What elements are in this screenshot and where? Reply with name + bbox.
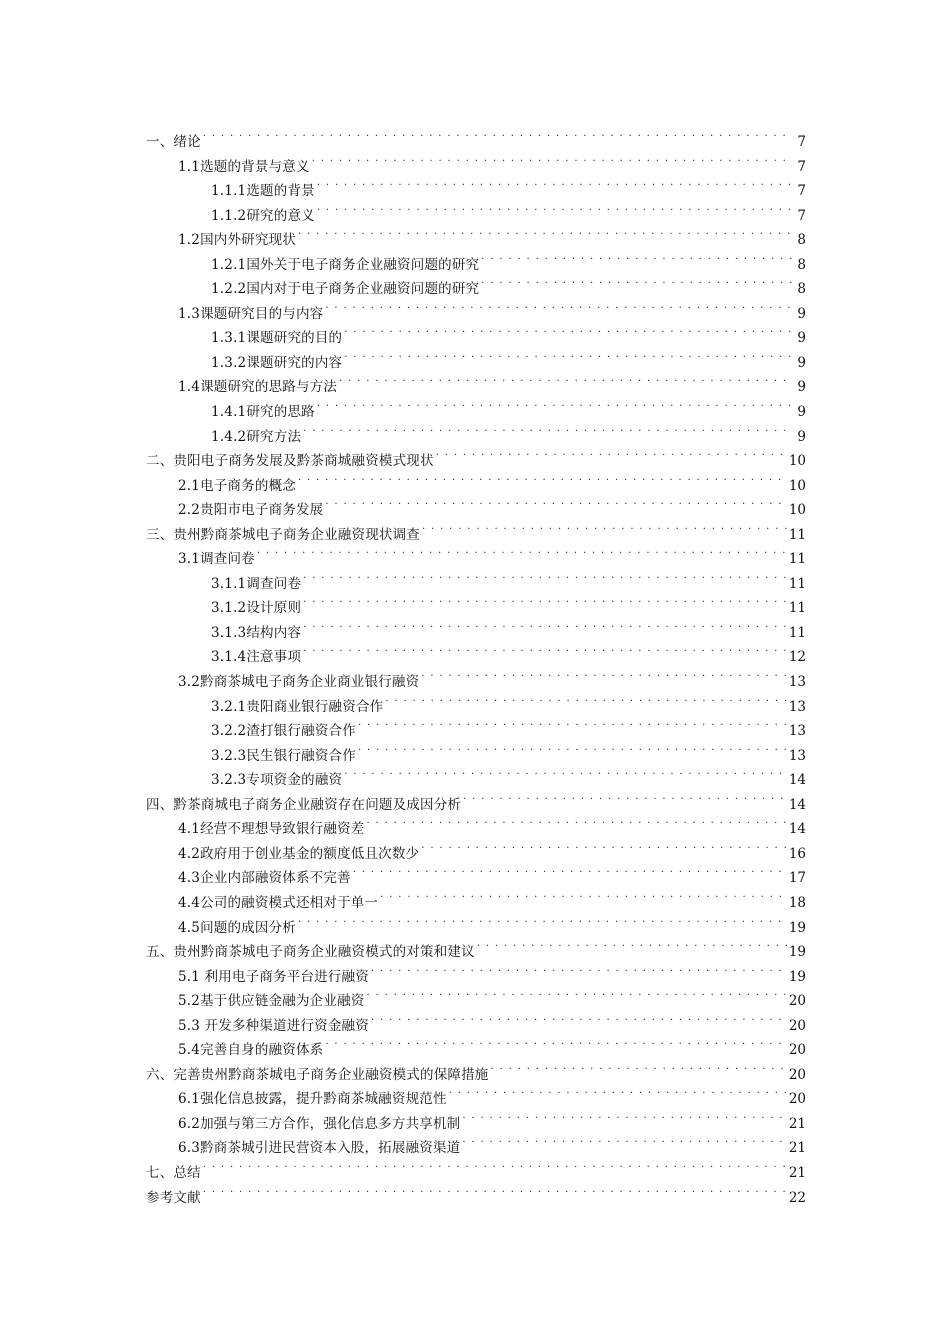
toc-entry-page-number: 11 [788,551,806,568]
toc-entry-title: 1.1.2研究的意义 [211,207,315,224]
toc-dot-leader [421,834,787,858]
toc-entry[interactable] [146,147,806,175]
toc-dot-leader [421,662,787,686]
toc-entry-page-number: 8 [797,281,806,298]
toc-dot-leader [339,367,792,391]
toc-entry-page-number: 20 [788,993,806,1010]
toc-entry-page-number: 8 [797,256,806,273]
toc-dot-leader [491,1055,787,1079]
toc-dot-leader [358,736,787,760]
toc-entry-page-number: 12 [788,649,806,666]
toc-dot-leader [298,908,787,932]
toc-entry-page-number: 16 [788,845,806,862]
toc-dot-leader [353,858,787,882]
toc-dot-leader [303,417,792,441]
toc-dot-leader [463,785,787,809]
toc-entry-title: 6.1强化信息披露，提升黔商茶城融资规范性 [178,1091,447,1108]
toc-entry-page-number: 9 [797,330,806,347]
toc-entry-title: 5.3 开发多种渠道进行资金融资 [178,1017,369,1034]
toc-entry-title: 4.2政府用于创业基金的额度低且次数少 [178,845,420,862]
toc-entry-title: 1.3课题研究目的与内容 [178,305,324,322]
toc-entry-title: 6.3黔商茶城引进民营资本入股，拓展融资渠道 [178,1140,461,1157]
toc-dot-leader [317,171,792,195]
toc-entry-page-number: 11 [788,526,806,543]
toc-entry-title: 3.1.2设计原则 [211,600,302,617]
toc-entry-title: 1.1.1选题的背景 [211,183,315,200]
toc-entry-page-number: 13 [788,674,806,691]
toc-entry-title: 3.2.1贵阳商业银行融资合作 [211,698,384,715]
toc-entry-page-number: 20 [788,1066,806,1083]
toc-entry[interactable] [146,1153,806,1181]
toc-entry-page-number: 9 [797,428,806,445]
toc-dot-leader [449,1079,787,1103]
toc-dot-leader [344,343,792,367]
toc-entry-page-number: 8 [797,232,806,249]
toc-entry-title: 2.1电子商务的概念 [178,477,296,494]
toc-dot-leader [436,441,787,465]
toc-entry-page-number: 14 [788,796,806,813]
toc-entry-page-number: 21 [788,1115,806,1132]
table-of-contents [146,122,806,1206]
toc-entry-title: 四、黔茶商城电子商务企业融资存在问题及成因分析 [146,796,462,813]
toc-dot-leader [325,490,786,514]
toc-entry-page-number: 13 [788,723,806,740]
toc-entry-page-number: 7 [797,158,806,175]
toc-entry-page-number: 9 [797,305,806,322]
toc-entry-page-number: 11 [788,600,806,617]
toc-dot-leader [422,515,787,539]
toc-dot-leader [358,711,787,735]
toc-entry-title: 六、完善贵州黔商茶城电子商务企业融资模式的保障措施 [146,1066,489,1083]
toc-entry-page-number: 11 [788,575,806,592]
toc-dot-leader [462,1104,786,1128]
toc-entry-page-number: 9 [797,379,806,396]
toc-entry-title: 1.4课题研究的思路与方法 [178,379,338,396]
toc-entry-page-number: 9 [797,354,806,371]
toc-entry-title: 3.1.1调查问卷 [211,575,302,592]
toc-entry-title: 6.2加强与第三方合作，强化信息多方共享机制 [178,1115,461,1132]
toc-dot-leader [303,564,787,588]
toc-entry[interactable] [146,122,806,150]
toc-entry-page-number: 9 [797,404,806,421]
toc-entry-title: 七、总结 [146,1164,201,1181]
toc-entry-title: 1.2国内外研究现状 [178,232,296,249]
toc-entry-page-number: 7 [797,207,806,224]
toc-entry-title: 3.1.3结构内容 [211,624,302,641]
toc-entry-page-number: 21 [788,1140,806,1157]
toc-dot-leader [325,1030,786,1054]
toc-dot-leader [298,220,792,244]
toc-entry-title: 3.2.3专项资金的融资 [211,772,343,789]
toc-entry-title: 3.2黔商茶城电子商务企业商业银行融资 [178,674,420,691]
toc-entry-title: 5.1 利用电子商务平台进行融资 [178,968,369,985]
toc-entry-page-number: 13 [788,747,806,764]
toc-entry-page-number: 19 [788,968,806,985]
toc-dot-leader [481,269,792,293]
toc-entry-title: 五、贵州黔商茶城电子商务企业融资模式的对策和建议 [146,944,475,961]
toc-dot-leader [366,981,786,1005]
toc-dot-leader [203,122,792,146]
toc-entry-page-number: 10 [788,477,806,494]
toc-entry-title: 1.3.2课题研究的内容 [211,354,343,371]
toc-entry-title: 3.2.2渣打银行融资合作 [211,723,356,740]
toc-entry-title: 一、绪论 [146,134,201,150]
toc-dot-leader [325,294,792,318]
toc-dot-leader [481,245,792,269]
toc-dot-leader [317,392,792,416]
toc-dot-leader [344,318,792,342]
toc-entry-title: 1.2.1国外关于电子商务企业融资问题的研究 [211,256,480,273]
toc-entry-title: 3.1.4注意事项 [211,649,302,666]
toc-entry-title: 2.2贵阳市电子商务发展 [178,502,324,519]
toc-entry-title: 3.2.3民生银行融资合作 [211,747,356,764]
toc-dot-leader [317,196,792,220]
toc-dot-leader [462,1128,786,1152]
toc-entry-title: 5.2基于供应链金融为企业融资 [178,993,365,1010]
toc-dot-leader [303,637,787,661]
toc-entry-page-number: 14 [788,821,806,838]
toc-entry-title: 1.2.2国内对于电子商务企业融资问题的研究 [211,281,480,298]
toc-entry-page-number: 13 [788,698,806,715]
toc-entry-title: 4.4公司的融资模式还相对于单一 [178,894,379,911]
toc-dot-leader [203,1178,787,1202]
toc-entry-title: 4.1经营不理想导致银行融资差 [178,821,365,838]
toc-entry-page-number: 19 [788,944,806,961]
toc-dot-leader [298,466,787,490]
toc-entry-page-number: 10 [788,453,806,470]
toc-dot-leader [380,883,787,907]
toc-dot-leader [303,613,787,637]
toc-entry-title: 4.3企业内部融资体系不完善 [178,870,351,887]
toc-entry-page-number: 7 [797,183,806,200]
toc-entry-title: 1.3.1课题研究的目的 [211,330,343,347]
toc-dot-leader [303,588,787,612]
toc-entry[interactable] [146,1178,806,1206]
toc-entry-page-number: 19 [788,919,806,936]
toc-entry-title: 5.4完善自身的融资体系 [178,1042,324,1059]
toc-dot-leader [203,1153,787,1177]
toc-entry-title: 三、贵州黔商茶城电子商务企业融资现状调查 [146,526,420,543]
toc-entry-title: 1.4.2研究方法 [211,428,302,445]
toc-entry-page-number: 11 [788,624,806,641]
toc-dot-leader [371,957,787,981]
toc-dot-leader [366,809,786,833]
toc-dot-leader [312,147,792,171]
toc-entry-page-number: 7 [797,134,806,150]
toc-dot-leader [257,539,787,563]
toc-entry-title: 1.4.1研究的思路 [211,404,315,421]
toc-dot-leader [344,760,787,784]
toc-entry-page-number: 20 [788,1091,806,1108]
toc-dot-leader [385,687,786,711]
toc-entry-page-number: 17 [788,870,806,887]
toc-entry-page-number: 10 [788,502,806,519]
toc-dot-leader [371,1006,787,1030]
toc-entry-title: 1.1选题的背景与意义 [178,158,310,175]
toc-dot-leader [477,932,787,956]
toc-entry-page-number: 14 [788,772,806,789]
toc-entry-title: 3.1调查问卷 [178,551,255,568]
toc-entry-title: 4.5问题的成因分析 [178,919,296,936]
toc-entry-page-number: 22 [788,1189,806,1206]
toc-entry-title: 二、贵阳电子商务发展及黔茶商城融资模式现状 [146,453,434,470]
toc-entry-page-number: 20 [788,1017,806,1034]
toc-entry-page-number: 20 [788,1042,806,1059]
toc-entry-title: 参考文献 [146,1189,201,1206]
toc-entry-page-number: 21 [788,1164,806,1181]
toc-entry-page-number: 18 [788,894,806,911]
